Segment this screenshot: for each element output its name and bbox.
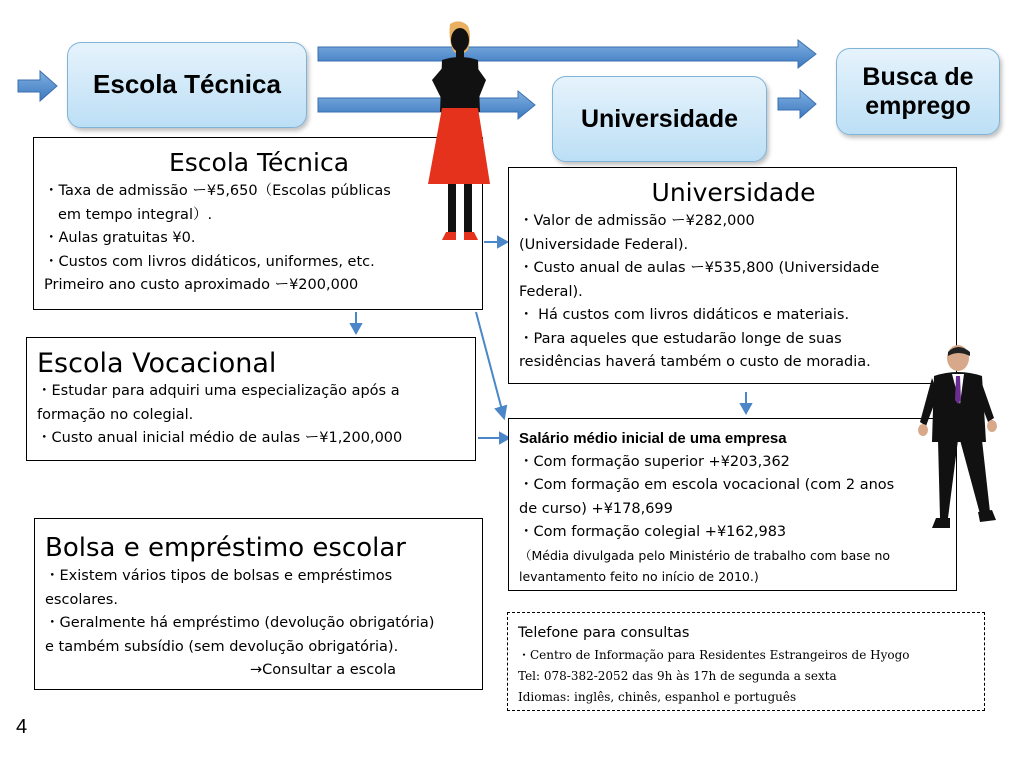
bolsa-consult: →Consultar a escola <box>250 662 396 678</box>
salario-line: de curso) +¥178,699 <box>519 500 673 517</box>
universidade-box <box>508 167 957 384</box>
arrow-escola-to-vocacional <box>351 324 361 333</box>
escola-tecnica-line: ・Taxa de admissão ー¥5,650（Escolas públicas <box>44 183 391 199</box>
escola-vocacional-line: ・Estudar para adquiri uma especialização após a <box>37 383 400 399</box>
woman-figure <box>420 20 498 242</box>
telefone-title: Telefone para consultas <box>518 625 690 641</box>
universidade-line: ・Para aqueles que estudarão longe de suas <box>519 330 842 347</box>
escola-tecnica-line: em tempo integral）. <box>58 206 213 223</box>
telefone-line: ・Centro de Informação para Residentes Estrangeiros de Hyogo <box>518 648 910 662</box>
page-number: 4 <box>16 716 28 738</box>
arrow-to-busca <box>318 40 816 68</box>
universidade-pill <box>552 76 767 162</box>
universidade-line: ・Valor de admissão ー¥282,000 <box>519 213 755 229</box>
universidade-line: (Universidade Federal). <box>519 236 689 253</box>
salario-note: levantamento feito no início de 2010.) <box>519 568 759 584</box>
bolsa-line: e também subsídio (sem devolução obrigatória). <box>45 638 399 655</box>
escola-vocacional-title: Escola Vocacional <box>37 348 277 379</box>
salario-note: （Média divulgada pelo Ministério de trabalho com base no <box>519 547 891 563</box>
telefone-box <box>507 612 985 711</box>
escola-tecnica-line: ・Aulas gratuitas ¥0. <box>44 230 196 246</box>
salario-line: ・Com formação em escola vocacional (com 2 anos <box>519 477 895 493</box>
escola-tecnica-pill-label: Escola Técnica <box>93 69 281 100</box>
universidade-line: Federal). <box>519 283 583 300</box>
bolsa-line: ・Existem vários tipos de bolsas e empréstimos <box>45 568 393 584</box>
entry-arrow <box>18 71 57 101</box>
escola-tecnica-line: ・Custos com livros didáticos, uniformes, etc. <box>44 253 375 270</box>
bolsa-title: Bolsa e empréstimo escolar <box>45 533 406 563</box>
salario-line: ・Com formação colegial +¥162,983 <box>519 524 787 540</box>
universidade-line: ・Custo anual de aulas ー¥535,800 (Universidade <box>519 260 880 276</box>
bolsa-line: escolares. <box>45 591 118 608</box>
salario-line: ・Com formação superior +¥203,362 <box>519 453 790 470</box>
escola-vocacional-line: ・Custo anual inicial médio de aulas ー¥1,200,000 <box>37 430 403 446</box>
escola-vocacional-line: formação no colegial. <box>37 406 194 423</box>
salario-box <box>508 418 957 591</box>
arrow-escola-to-salario <box>496 406 506 418</box>
universidade-title: Universidade <box>651 178 816 207</box>
universidade-line: residências haverá também o custo de moradia. <box>519 354 871 370</box>
telefone-line: Idiomas: inglês, chinês, espanhol e português <box>518 690 797 704</box>
arrow-escola-to-univ <box>498 237 507 247</box>
arrow-univ-to-salario <box>741 404 751 413</box>
telefone-line: Tel: 078-382-2052 das 9h às 17h de segunda a sexta <box>518 669 837 683</box>
salario-title: Salário médio inicial de uma empresa <box>519 430 787 447</box>
arrow-universidade-to-busca <box>778 90 816 118</box>
escola-tecnica-pill <box>67 42 307 128</box>
bolsa-box <box>34 518 483 690</box>
busca-emprego-pill <box>836 48 1000 135</box>
man-figure <box>914 342 1006 534</box>
bolsa-line: ・Geralmente há empréstimo (devolução obrigatória) <box>45 615 435 631</box>
universidade-line: ・ Há custos com livros didáticos e materiais. <box>519 307 850 323</box>
busca-emprego-pill-label: Busca de emprego <box>862 62 974 120</box>
escola-tecnica-title: Escola Técnica <box>168 148 350 177</box>
escola-tecnica-box <box>33 137 483 310</box>
escola-vocacional-box <box>26 337 476 461</box>
universidade-pill-label: Universidade <box>580 104 738 133</box>
escola-tecnica-line: Primeiro ano custo aproximado ー¥200,000 <box>44 277 359 293</box>
